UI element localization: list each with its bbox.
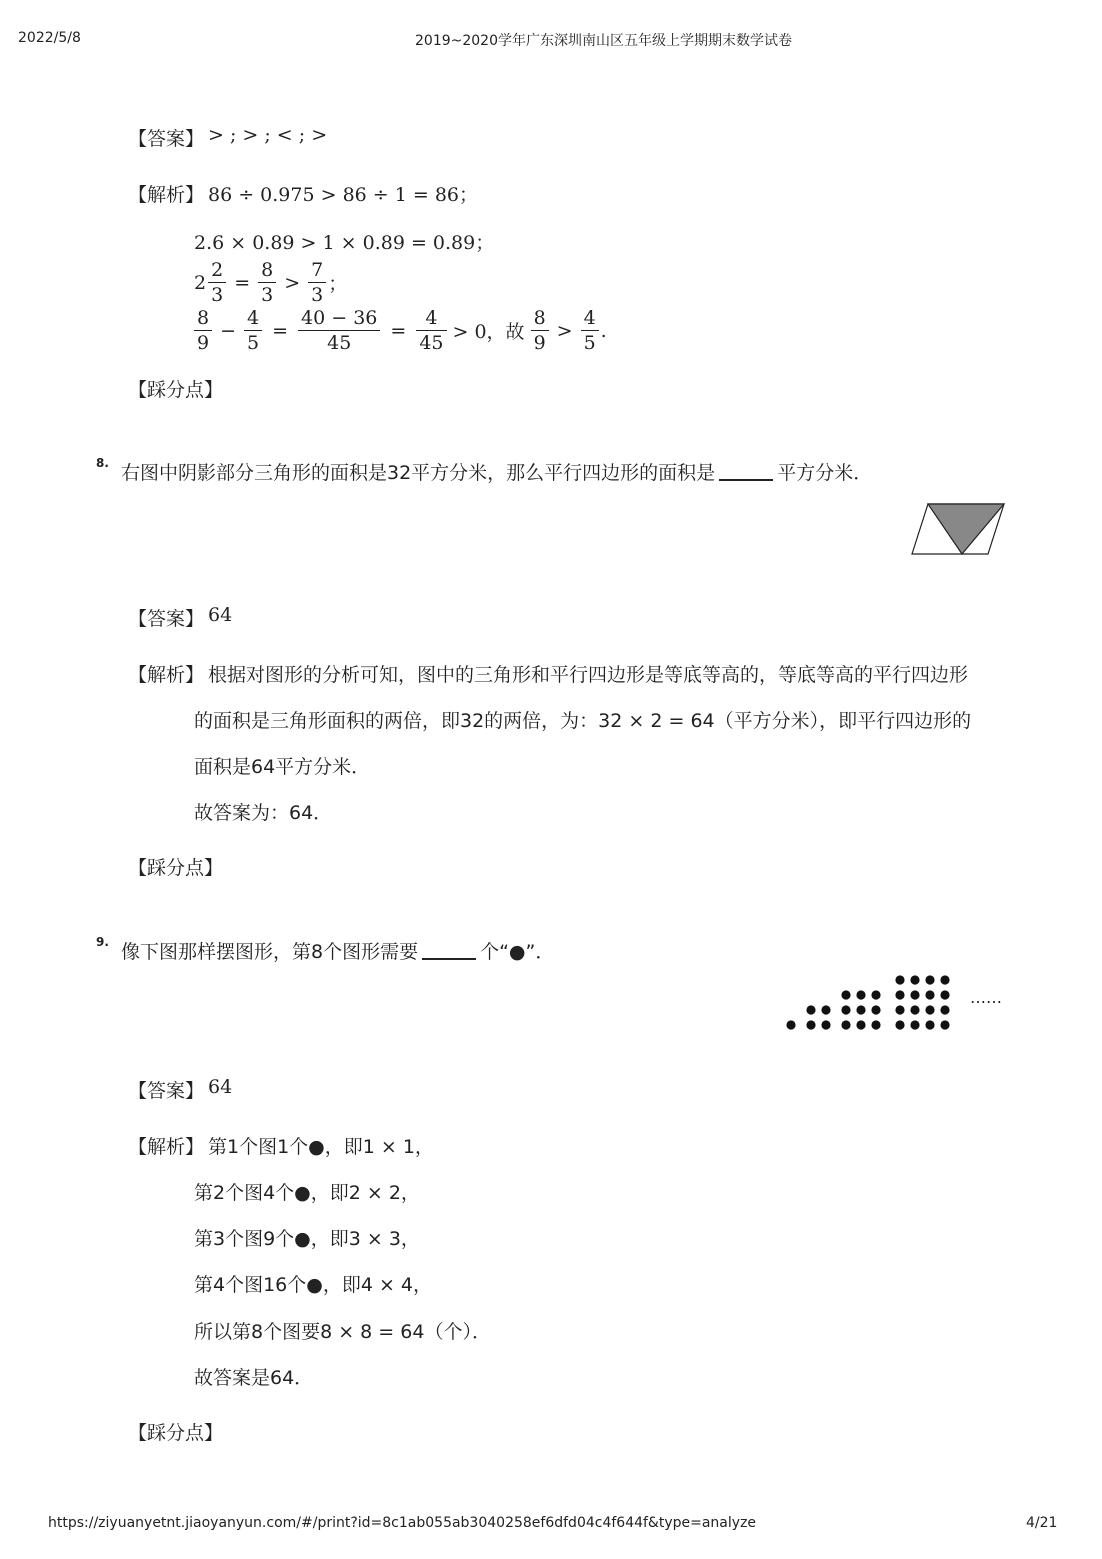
dot (940, 1005, 949, 1014)
q8-analysis-line: 根据对图形的分析可知，图中的三角形和平行四边形是等底等高的，等底等高的平行四边形 (208, 664, 969, 686)
dot (940, 990, 949, 999)
fraction: $\frac{8}{3}$ (258, 258, 276, 307)
dot-group-3 (841, 990, 880, 1029)
dot-group-4 (895, 975, 949, 1029)
greater-sign: > (284, 271, 301, 294)
question-number: 9. (96, 935, 109, 949)
dot (871, 990, 880, 999)
dot (806, 1020, 815, 1029)
minus-sign: − (220, 319, 237, 342)
dot-group-1 (786, 1020, 795, 1029)
print-date: 2022/5/8 (18, 30, 81, 46)
equals-sign: = (390, 319, 407, 342)
dot (856, 1020, 865, 1029)
whole-part: 2 (194, 271, 207, 294)
q8-analysis-line: 的面积是三角形面积的两倍，即32的两倍，为：32 × 2 = 64（平方分米），即平行四边形的 (194, 710, 972, 732)
q9-analysis-line: 第2个图4个●，即2 × 2， (194, 1182, 420, 1204)
q7-answer: > ; > ; < ; > (208, 124, 328, 146)
fraction: $\frac{4}{5}$ (581, 306, 599, 355)
dot (841, 990, 850, 999)
dot (940, 975, 949, 984)
answer-label: 【答案】 (128, 128, 205, 150)
q9-analysis-line: 第3个图9个●，即3 × 3， (194, 1228, 420, 1250)
fraction: $\frac{4}{45}$ (416, 306, 446, 355)
dot (910, 1020, 919, 1029)
q7-analysis-line3 (194, 258, 347, 307)
fraction: $\frac{8}{9}$ (531, 306, 549, 355)
dot (925, 990, 934, 999)
dot (821, 1020, 830, 1029)
page-url: https://ziyuanyetnt.jiaoyanyun.com/#/print?id=8c1ab055ab3040258ef6dfd04c4f644f&type=analyze (48, 1515, 757, 1531)
points-label: 【踩分点】 (128, 379, 224, 401)
q9-question (121, 937, 554, 964)
dot (786, 1020, 795, 1029)
fraction: $\frac{40 - 36}{45}$ (298, 306, 380, 355)
greater-sign: > (556, 319, 573, 342)
dot (910, 990, 919, 999)
q9-analysis-line: 第1个图1个●，即1 × 1， (208, 1136, 434, 1158)
q7-analysis-line1: 86 ÷ 0.975 > 86 ÷ 1 = 86； (208, 184, 479, 206)
dot (940, 1020, 949, 1029)
dot-pattern-figure (782, 970, 1012, 1036)
question-text: 个“●”． (480, 941, 555, 963)
q8-answer: 64 (208, 604, 233, 626)
equals-sign: = (234, 271, 251, 294)
dot (856, 990, 865, 999)
dot (910, 1005, 919, 1014)
q9-analysis-line: 故答案是64． (194, 1367, 314, 1389)
dot (871, 1005, 880, 1014)
analysis-label: 【解析】 (128, 1136, 205, 1158)
q9-answer: 64 (208, 1076, 233, 1098)
question-number: 8. (96, 456, 109, 470)
points-label: 【踩分点】 (128, 1422, 224, 1444)
conclusion-text: > 0，故 (452, 321, 525, 343)
points-label: 【踩分点】 (128, 857, 224, 879)
parallelogram-figure (910, 502, 1006, 556)
dot (806, 1005, 815, 1014)
answer-blank (719, 479, 773, 481)
q8-question (121, 458, 872, 485)
ellipsis: …… (970, 988, 1002, 1007)
question-text: 右图中阴影部分三角形的面积是32平方分米，那么平行四边形的面积是 (121, 462, 716, 484)
dot (925, 1005, 934, 1014)
q9-analysis-line: 所以第8个图要8 × 8 = 64（个）． (194, 1321, 491, 1343)
answer-label: 【答案】 (128, 1080, 205, 1102)
semicolon: ； (328, 273, 348, 295)
q9-analysis-line: 第4个图16个●，即4 × 4， (194, 1274, 433, 1296)
fraction: $\frac{4}{5}$ (244, 306, 262, 355)
fraction: $\frac{8}{9}$ (194, 306, 212, 355)
dot (821, 1005, 830, 1014)
question-text: 像下图那样摆图形，第8个图形需要 (121, 941, 419, 963)
dot (841, 1005, 850, 1014)
q8-analysis-line: 故答案为：64． (194, 802, 333, 824)
dot (910, 975, 919, 984)
answer-blank (422, 958, 476, 960)
dot (871, 1020, 880, 1029)
fraction: $\frac{2}{3}$ (208, 258, 226, 307)
q8-analysis-line: 面积是64平方分米． (194, 756, 371, 778)
dot (895, 990, 904, 999)
dot-group-2 (806, 1005, 830, 1029)
equals-sign: = (272, 319, 289, 342)
dot (841, 1020, 850, 1029)
analysis-label: 【解析】 (128, 184, 205, 206)
dot (856, 1005, 865, 1014)
analysis-label: 【解析】 (128, 664, 205, 686)
dot (895, 975, 904, 984)
fraction: $\frac{7}{3}$ (308, 258, 326, 307)
question-text: 平方分米． (777, 462, 873, 484)
document-title: 2019~2020学年广东深圳南山区五年级上学期期末数学试卷 (415, 33, 792, 49)
q7-analysis-line2: 2.6 × 0.89 > 1 × 0.89 = 0.89； (194, 232, 495, 254)
dot (925, 975, 934, 984)
answer-label: 【答案】 (128, 608, 205, 630)
dot (895, 1005, 904, 1014)
q7-analysis-line4 (192, 306, 607, 355)
dot (925, 1020, 934, 1029)
dot (895, 1020, 904, 1029)
page-number: 4/21 (1026, 1515, 1058, 1531)
period: . (600, 319, 607, 342)
